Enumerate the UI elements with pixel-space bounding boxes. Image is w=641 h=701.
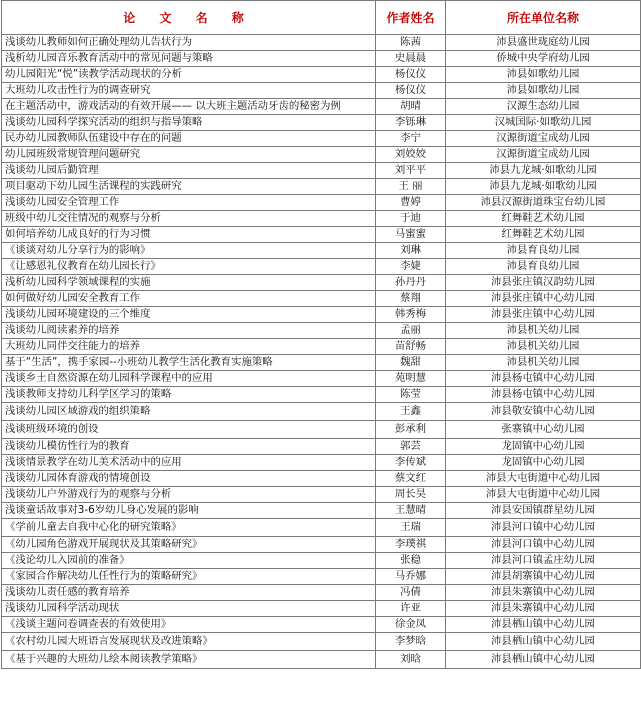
table-row <box>2 355 641 371</box>
table-row <box>2 617 641 633</box>
paper-title-cell: 《农村幼儿园大班语言发展现状及改进策略》 <box>2 633 376 651</box>
unit-cell: 沛县朱寨镇中心幼儿园 <box>446 601 641 617</box>
paper-title-cell: 浅谈教师支持幼儿科学区学习的策略 <box>2 387 376 403</box>
author-cell: 周长昊 <box>376 487 446 503</box>
table-row <box>2 471 641 487</box>
author-cell: 于迪 <box>376 211 446 227</box>
table-row <box>2 83 641 99</box>
paper-title-cell: 浅谈幼儿模仿性行为的教育 <box>2 439 376 455</box>
unit-cell: 龙固镇中心幼儿园 <box>446 439 641 455</box>
author-cell: 杨仪仪 <box>376 67 446 83</box>
table-row <box>2 227 641 243</box>
paper-title-cell: 大班幼儿攻击性行为的调查研究 <box>2 83 376 99</box>
author-cell: 马蜜蜜 <box>376 227 446 243</box>
unit-cell: 沛县机关幼儿园 <box>446 323 641 339</box>
author-cell: 王慧晴 <box>376 503 446 519</box>
paper-title-cell: 浅谈乡土自然资源在幼儿园科学课程中的应用 <box>2 371 376 387</box>
unit-cell: 沛县栖山镇中心幼儿园 <box>446 617 641 633</box>
author-cell: 刘姣姣 <box>376 147 446 163</box>
table-row <box>2 633 641 651</box>
author-cell: 孙丹丹 <box>376 275 446 291</box>
unit-cell: 沛县育良幼儿园 <box>446 243 641 259</box>
paper-title-cell: 浅谈班级环境的创设 <box>2 421 376 439</box>
table-row <box>2 307 641 323</box>
unit-cell: 沛县张庄镇汉韵幼儿园 <box>446 275 641 291</box>
author-cell: 王瑞 <box>376 519 446 537</box>
table-row <box>2 131 641 147</box>
author-cell: 陈茜 <box>376 35 446 51</box>
author-cell: 蔡文红 <box>376 471 446 487</box>
table-row <box>2 537 641 553</box>
paper-title-cell: 浅谈幼儿园后勤管理 <box>2 163 376 179</box>
paper-title-cell: 浅谈幼儿园科学探究活动的组织与指导策略 <box>2 115 376 131</box>
author-cell: 冯倩 <box>376 585 446 601</box>
paper-title-cell: 浅谈幼儿园科学活动现状 <box>2 601 376 617</box>
unit-cell: 沛县敬安镇中心幼儿园 <box>446 403 641 421</box>
unit-cell: 沛县育良幼儿园 <box>446 259 641 275</box>
paper-title-cell: 浅谈幼儿园区域游戏的组织策略 <box>2 403 376 421</box>
author-cell: 陈莹 <box>376 387 446 403</box>
author-cell: 王 丽 <box>376 179 446 195</box>
table-row <box>2 259 641 275</box>
paper-title-cell: 《浅谈主题问卷调查表的有效使用》 <box>2 617 376 633</box>
paper-title-cell: 浅谈幼儿园环境建设的三个维度 <box>2 307 376 323</box>
table-row <box>2 421 641 439</box>
table-row <box>2 339 641 355</box>
header-author-name: 作者姓名 <box>376 1 446 35</box>
table-row <box>2 387 641 403</box>
paper-title-cell: 基于“生活”，携手家园--小班幼儿教学生活化教育实施策略 <box>2 355 376 371</box>
unit-cell: 沛县大屯街道中心幼儿园 <box>446 487 641 503</box>
table-row <box>2 35 641 51</box>
paper-title-cell: 幼儿园阳光“悦”读教学活动现状的分析 <box>2 67 376 83</box>
table-row <box>2 601 641 617</box>
author-cell: 魏甜 <box>376 355 446 371</box>
paper-title-cell: 浅谈幼儿户外游戏行为的观察与分析 <box>2 487 376 503</box>
unit-cell: 龙固镇中心幼儿园 <box>446 455 641 471</box>
paper-title-cell: 浅谈幼儿教师如何正确处理幼儿告状行为 <box>2 35 376 51</box>
author-cell: 徐金凤 <box>376 617 446 633</box>
header-row <box>2 1 641 35</box>
table-row <box>2 51 641 67</box>
unit-cell: 沛县如歌幼儿园 <box>446 83 641 99</box>
table-row <box>2 585 641 601</box>
unit-cell: 沛县大屯街道中心幼儿园 <box>446 471 641 487</box>
header-unit-name: 所在单位名称 <box>446 1 641 35</box>
author-cell: 杨仪仪 <box>376 83 446 99</box>
unit-cell: 沛县栖山镇中心幼儿园 <box>446 651 641 669</box>
table-row <box>2 569 641 585</box>
unit-cell: 沛县如歌幼儿园 <box>446 67 641 83</box>
paper-title-cell: 《浅论幼儿入园前的准备》 <box>2 553 376 569</box>
table-row <box>2 211 641 227</box>
unit-cell: 红舞鞋艺术幼儿园 <box>446 211 641 227</box>
paper-title-cell: 《让感恩礼仪教育在幼儿园长行》 <box>2 259 376 275</box>
unit-cell: 沛县九龙城·如歌幼儿园 <box>446 179 641 195</box>
author-cell: 苗舒畅 <box>376 339 446 355</box>
unit-cell: 沛县杨屯镇中心幼儿园 <box>446 371 641 387</box>
table-row <box>2 147 641 163</box>
author-cell: 李璞祺 <box>376 537 446 553</box>
unit-cell: 汉城国际·如歌幼儿园 <box>446 115 641 131</box>
author-cell: 苑明慧 <box>376 371 446 387</box>
author-cell: 李传斌 <box>376 455 446 471</box>
paper-title-cell: 民办幼儿园教师队伍建设中存在的问题 <box>2 131 376 147</box>
table-row <box>2 67 641 83</box>
author-cell: 李梦晗 <box>376 633 446 651</box>
unit-cell: 沛县汉源街道珠宝台幼儿园 <box>446 195 641 211</box>
paper-title-cell: 班级中幼儿交往情况的观察与分析 <box>2 211 376 227</box>
author-cell: 王鑫 <box>376 403 446 421</box>
table-body <box>2 35 641 669</box>
header-paper-title: 论 文 名 称 <box>2 1 376 35</box>
paper-title-cell: 《学前儿童去自我中心化的研究策略》 <box>2 519 376 537</box>
table-header <box>2 1 641 35</box>
table-row <box>2 519 641 537</box>
unit-cell: 沛县河口镇中心幼儿园 <box>446 519 641 537</box>
paper-title-cell: 浅谈幼儿园安全管理工作 <box>2 195 376 211</box>
table-row <box>2 323 641 339</box>
table-row <box>2 195 641 211</box>
unit-cell: 汉源生态幼儿园 <box>446 99 641 115</box>
author-cell: 许亚 <box>376 601 446 617</box>
unit-cell: 红舞鞋艺术幼儿园 <box>446 227 641 243</box>
unit-cell: 沛县张庄镇中心幼儿园 <box>446 307 641 323</box>
unit-cell: 沛县安国镇群星幼儿园 <box>446 503 641 519</box>
table-row <box>2 403 641 421</box>
unit-cell: 汉源街道宝成幼儿园 <box>446 147 641 163</box>
paper-title-cell: 《家园合作解决幼儿任性行为的策略研究》 <box>2 569 376 585</box>
author-cell: 蔡翔 <box>376 291 446 307</box>
paper-title-cell: 大班幼儿同伴交往能力的培养 <box>2 339 376 355</box>
unit-cell: 沛县机关幼儿园 <box>446 355 641 371</box>
author-cell: 张稳 <box>376 553 446 569</box>
unit-cell: 沛县杨屯镇中心幼儿园 <box>446 387 641 403</box>
table-row <box>2 99 641 115</box>
unit-cell: 沛县九龙城·如歌幼儿园 <box>446 163 641 179</box>
unit-cell: 沛县胡寨镇中心幼儿园 <box>446 569 641 585</box>
table-row <box>2 115 641 131</box>
author-cell: 马乔娜 <box>376 569 446 585</box>
paper-title-cell: 浅析幼儿园音乐教育活动中的常见问题与策略 <box>2 51 376 67</box>
author-cell: 刘晗 <box>376 651 446 669</box>
table-row <box>2 651 641 669</box>
table-row <box>2 553 641 569</box>
author-cell: 李铄琳 <box>376 115 446 131</box>
paper-title-cell: 如何做好幼儿园安全教育工作 <box>2 291 376 307</box>
author-cell: 李宁 <box>376 131 446 147</box>
author-cell: 郭芸 <box>376 439 446 455</box>
table-row <box>2 439 641 455</box>
author-cell: 孟丽 <box>376 323 446 339</box>
author-cell: 刘平平 <box>376 163 446 179</box>
table-row <box>2 275 641 291</box>
paper-title-cell: 浅谈幼儿责任感的教育培养 <box>2 585 376 601</box>
table-row <box>2 503 641 519</box>
unit-cell: 侨城中央学府幼儿园 <box>446 51 641 67</box>
unit-cell: 沛县河口镇中心幼儿园 <box>446 537 641 553</box>
author-cell: 胡晴 <box>376 99 446 115</box>
unit-cell: 沛县盛世珑庭幼儿园 <box>446 35 641 51</box>
paper-title-cell: 浅谈情景教学在幼儿美术活动中的应用 <box>2 455 376 471</box>
table-row <box>2 291 641 307</box>
table-row <box>2 371 641 387</box>
table-row <box>2 455 641 471</box>
paper-title-cell: 《基于兴趣的大班幼儿绘本阅读教学策略》 <box>2 651 376 669</box>
paper-title-cell: 幼儿园班级常规管理问题研究 <box>2 147 376 163</box>
paper-title-cell: 浅谈童话故事对3-6岁幼儿身心发展的影响 <box>2 503 376 519</box>
unit-cell: 沛县朱寨镇中心幼儿园 <box>446 585 641 601</box>
paper-title-cell: 《谈谈对幼儿分享行为的影响》 <box>2 243 376 259</box>
paper-title-cell: 如何培养幼儿成良好的行为习惯 <box>2 227 376 243</box>
table-row <box>2 163 641 179</box>
table-row <box>2 179 641 195</box>
author-cell: 史晨晨 <box>376 51 446 67</box>
unit-cell: 汉源街道宝成幼儿园 <box>446 131 641 147</box>
author-cell: 韩秀梅 <box>376 307 446 323</box>
unit-cell: 沛县机关幼儿园 <box>446 339 641 355</box>
paper-title-cell: 浅谈幼儿阅读素养的培养 <box>2 323 376 339</box>
paper-title-cell: 《幼儿园角色游戏开展现状及其策略研究》 <box>2 537 376 553</box>
unit-cell: 沛县张庄镇中心幼儿园 <box>446 291 641 307</box>
author-cell: 曹婷 <box>376 195 446 211</box>
unit-cell: 沛县栖山镇中心幼儿园 <box>446 633 641 651</box>
paper-title-cell: 项目驱动下幼儿园生活课程的实践研究 <box>2 179 376 195</box>
table-row <box>2 487 641 503</box>
author-cell: 李婕 <box>376 259 446 275</box>
author-cell: 彭承利 <box>376 421 446 439</box>
table-row <box>2 243 641 259</box>
paper-title-cell: 在主题活动中，游戏活动的有效开展—— 以大班主题活动牙齿的秘密为例 <box>2 99 376 115</box>
paper-title-cell: 浅析幼儿园科学领域课程的实施 <box>2 275 376 291</box>
unit-cell: 沛县河口镇孟庄幼儿园 <box>446 553 641 569</box>
unit-cell: 张寨镇中心幼儿园 <box>446 421 641 439</box>
paper-list-table <box>1 0 641 669</box>
author-cell: 刘琳 <box>376 243 446 259</box>
paper-title-cell: 浅谈幼儿园体育游戏的情境创设 <box>2 471 376 487</box>
